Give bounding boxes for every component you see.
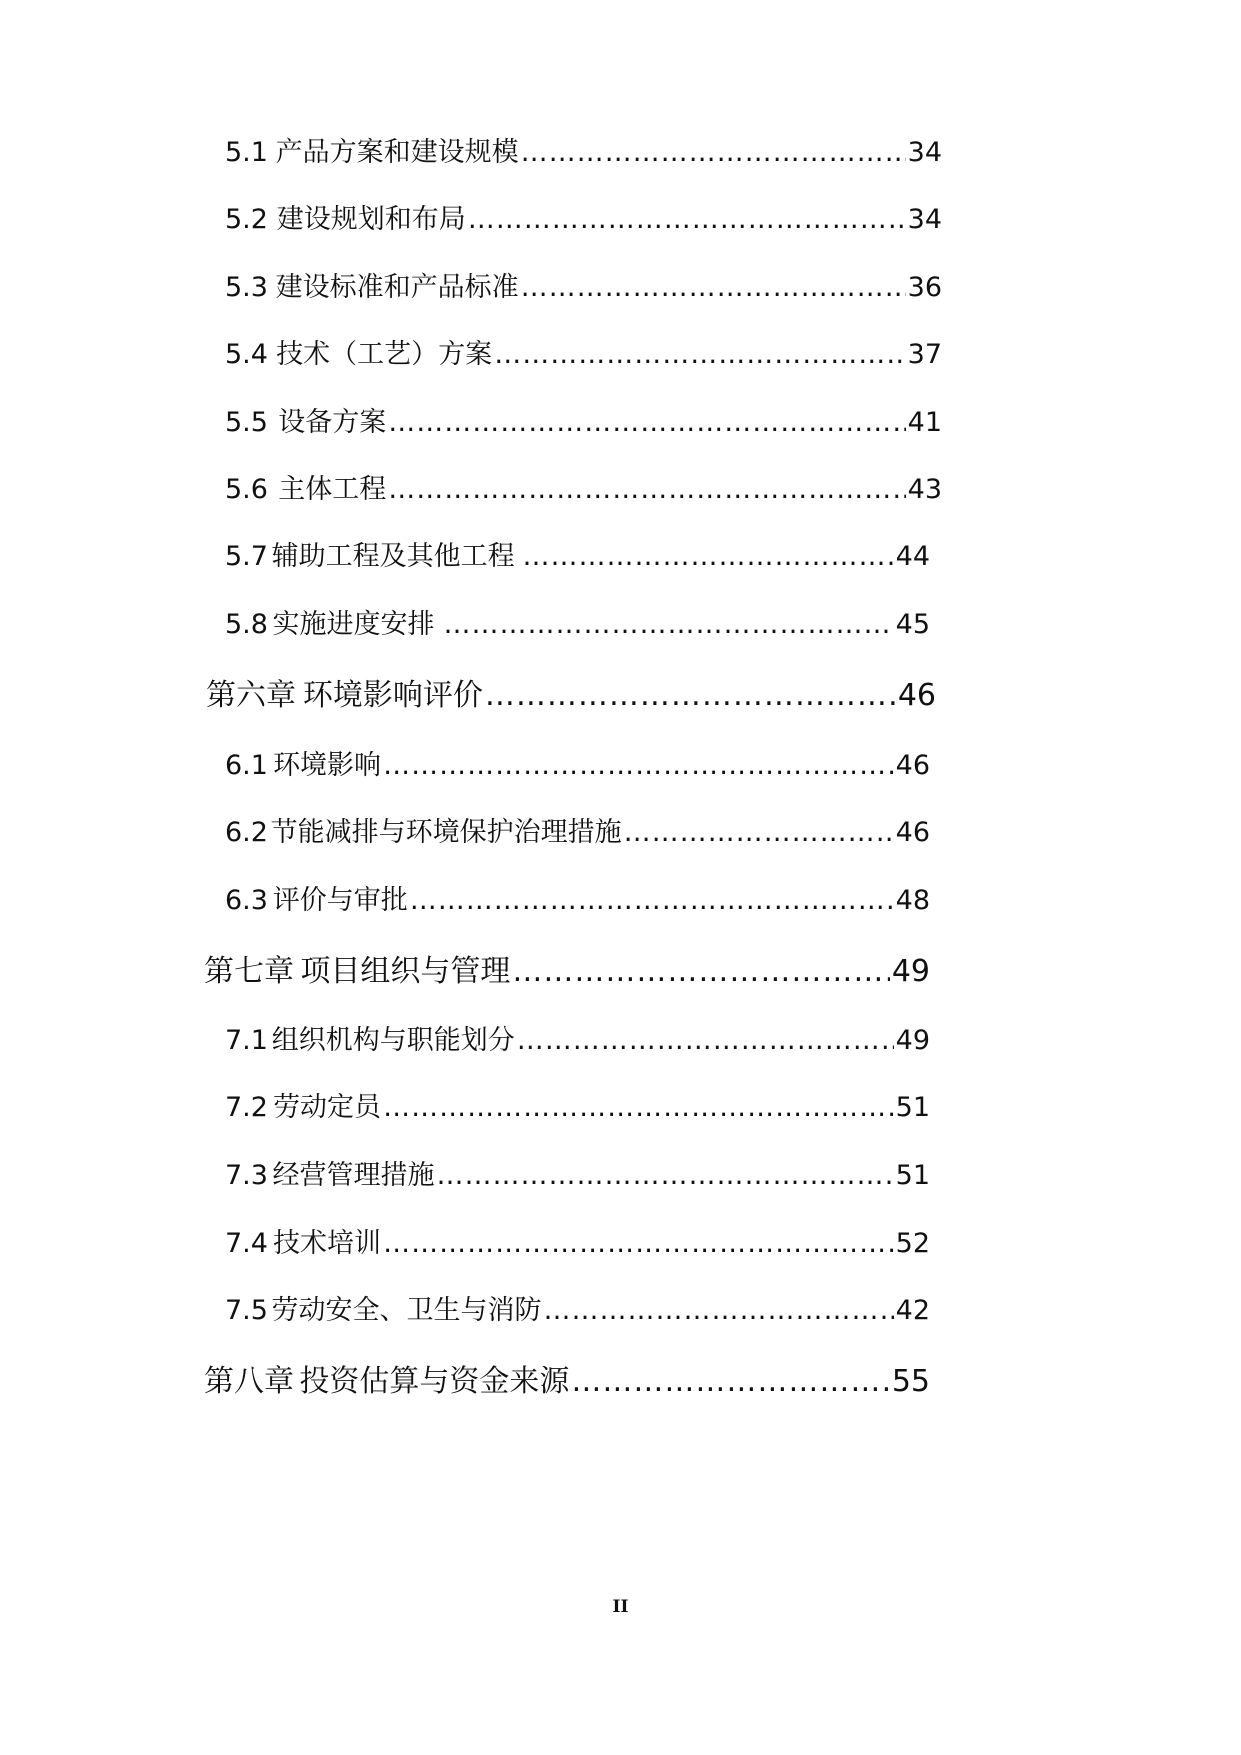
toc-number: 5.5 bbox=[225, 407, 268, 438]
toc-title: 劳动定员 bbox=[273, 1092, 382, 1123]
dot-leader bbox=[410, 885, 894, 916]
toc-title: 建设规划和布局 bbox=[276, 204, 466, 235]
toc-number: 第七章 bbox=[204, 954, 294, 989]
toc-entry-7-5[interactable] bbox=[225, 1288, 930, 1328]
toc-title: 评价与审批 bbox=[272, 885, 408, 916]
dot-leader bbox=[485, 678, 896, 713]
toc-title: 建设标准和产品标准 bbox=[275, 272, 519, 303]
toc-entry-5-8[interactable] bbox=[225, 602, 930, 642]
dot-leader bbox=[437, 1160, 894, 1191]
page-number-footer: II bbox=[612, 1597, 629, 1617]
dot-leader bbox=[383, 1092, 894, 1123]
toc-entry-5-7[interactable] bbox=[225, 534, 930, 574]
toc-entry-6-1[interactable] bbox=[225, 743, 930, 783]
dot-leader bbox=[517, 1025, 894, 1056]
toc-page-number: 52 bbox=[895, 1228, 930, 1259]
toc-title: 项目组织与管理 bbox=[300, 954, 511, 989]
toc-title: 技术（工艺）方案 bbox=[276, 339, 493, 370]
toc-number: 6.1 bbox=[225, 750, 268, 781]
toc-page-number: 49 bbox=[891, 954, 930, 989]
toc-number: 5.4 bbox=[225, 339, 268, 370]
toc-number: 5.6 bbox=[225, 474, 268, 505]
toc-title: 环境影响 bbox=[273, 750, 382, 781]
toc-entry-5-2[interactable] bbox=[225, 197, 942, 237]
toc-entry-chapter-8[interactable] bbox=[204, 1356, 930, 1399]
toc-page-number: 34 bbox=[907, 137, 942, 168]
toc-title: 技术培训 bbox=[273, 1228, 382, 1259]
toc-page-number: 51 bbox=[895, 1092, 930, 1123]
toc-number: 7.2 bbox=[225, 1092, 268, 1123]
toc-page-number: 55 bbox=[891, 1364, 930, 1399]
dot-leader bbox=[624, 817, 894, 848]
dot-leader bbox=[388, 407, 905, 438]
toc-title: 产品方案和建设规模 bbox=[275, 137, 519, 168]
toc-number: 7.1 bbox=[225, 1025, 268, 1056]
dot-leader bbox=[521, 272, 906, 303]
dot-leader bbox=[521, 137, 906, 168]
toc-page-number: 42 bbox=[895, 1295, 930, 1326]
toc-number: 7.3 bbox=[225, 1160, 268, 1191]
dot-leader bbox=[571, 1364, 889, 1399]
toc-title: 辅助工程及其他工程 bbox=[271, 541, 515, 572]
toc-entry-5-6[interactable] bbox=[225, 467, 942, 507]
toc-entry-5-5[interactable] bbox=[225, 400, 942, 440]
toc-title: 实施进度安排 bbox=[272, 609, 435, 640]
toc-page-number: 37 bbox=[907, 339, 942, 370]
toc-page-number: 44 bbox=[895, 541, 930, 572]
toc-page-number: 36 bbox=[907, 272, 942, 303]
toc-title: 劳动安全、卫生与消防 bbox=[271, 1295, 542, 1326]
toc-number: 5.8 bbox=[225, 609, 268, 640]
toc-title: 组织机构与职能划分 bbox=[271, 1025, 515, 1056]
dot-leader bbox=[523, 541, 894, 572]
toc-page-number: 45 bbox=[895, 609, 930, 640]
toc-entry-7-1[interactable] bbox=[225, 1018, 930, 1058]
toc-number: 第八章 bbox=[204, 1364, 294, 1399]
toc-entry-7-2[interactable] bbox=[225, 1085, 930, 1125]
dot-leader bbox=[494, 339, 905, 370]
toc-page-number: 34 bbox=[907, 204, 942, 235]
toc-page-number: 43 bbox=[907, 474, 942, 505]
dot-leader bbox=[444, 609, 894, 640]
toc-entry-5-4[interactable] bbox=[225, 332, 942, 372]
toc-number: 7.5 bbox=[225, 1295, 268, 1326]
dot-leader bbox=[512, 954, 889, 989]
toc-title: 主体工程 bbox=[278, 474, 387, 505]
toc-entry-7-4[interactable] bbox=[225, 1221, 930, 1261]
toc-number: 6.3 bbox=[225, 885, 268, 916]
toc-title: 环境影响评价 bbox=[302, 678, 483, 713]
toc-page-number: 46 bbox=[895, 750, 930, 781]
toc-number: 5.2 bbox=[225, 204, 268, 235]
toc-entry-6-3[interactable] bbox=[225, 878, 930, 918]
toc-entry-5-3[interactable] bbox=[225, 265, 942, 305]
dot-leader bbox=[383, 750, 894, 781]
toc-entry-chapter-6[interactable] bbox=[206, 670, 936, 713]
toc-entry-5-1[interactable] bbox=[225, 130, 942, 170]
toc-page-number: 51 bbox=[895, 1160, 930, 1191]
toc-number: 5.1 bbox=[225, 137, 268, 168]
toc-title: 设备方案 bbox=[278, 407, 387, 438]
toc-title: 经营管理措施 bbox=[272, 1160, 435, 1191]
dot-leader bbox=[383, 1228, 894, 1259]
dot-leader bbox=[388, 474, 905, 505]
toc-number: 5.3 bbox=[225, 272, 268, 303]
toc-page-number: 41 bbox=[907, 407, 942, 438]
toc-entry-chapter-7[interactable] bbox=[204, 946, 930, 989]
toc-entry-6-2[interactable] bbox=[225, 810, 930, 850]
toc-entry-7-3[interactable] bbox=[225, 1153, 930, 1193]
toc-page-number: 46 bbox=[895, 817, 930, 848]
dot-leader bbox=[468, 204, 906, 235]
dot-leader bbox=[543, 1295, 893, 1326]
toc-page-number: 48 bbox=[895, 885, 930, 916]
toc-number: 6.2 bbox=[225, 817, 268, 848]
toc-page-number: 46 bbox=[897, 678, 936, 713]
toc-title: 节能减排与环境保护治理措施 bbox=[270, 817, 622, 848]
toc-number: 5.7 bbox=[225, 541, 268, 572]
toc-number: 7.4 bbox=[225, 1228, 268, 1259]
toc-number: 第六章 bbox=[206, 678, 296, 713]
toc-page-number: 49 bbox=[895, 1025, 930, 1056]
toc-title: 投资估算与资金来源 bbox=[299, 1364, 570, 1399]
